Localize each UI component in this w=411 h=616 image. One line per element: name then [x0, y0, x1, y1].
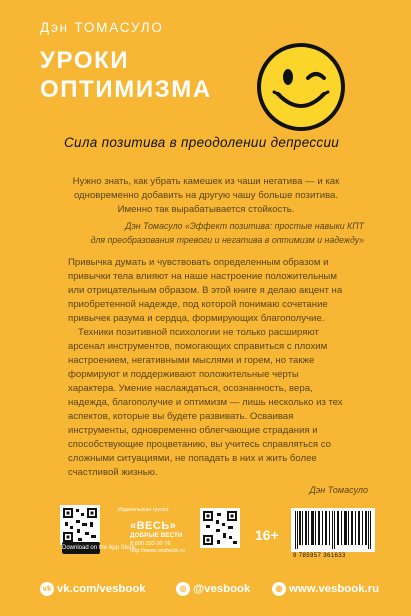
body-line: Техники позитивной психологии не только расширяют: [78, 327, 319, 338]
app-store-badge[interactable]: Download on the App Store: [62, 542, 100, 554]
instagram-link-label: @vesbook: [193, 583, 251, 595]
epigraph-source: Дэн Томасуло «Эффект позитива: простые навыки КПТ: [125, 221, 364, 231]
site-link[interactable]: [272, 582, 379, 596]
vk-icon: vk: [40, 582, 54, 596]
body-line: формируют и поддерживают положительные черты: [68, 369, 299, 380]
qr-code-app: [60, 505, 100, 545]
publisher-site-small: http://www.vesbook.ru: [130, 548, 185, 554]
barcode-digits: 9 785957 361633: [293, 553, 346, 559]
globe-icon: ◍: [272, 582, 286, 596]
epigraph-line: Именно так вырабатывается стойкость.: [117, 204, 295, 215]
body-line: сложными ситуациями, не попадать в них и жить более: [68, 453, 317, 464]
body-line: приобретенной надежде, под которой понимаю сочетание: [68, 299, 328, 310]
book-title: [40, 46, 212, 104]
epigraph-source: для преобразования тревоги и негатива в оптимизм и надежду»: [90, 235, 364, 245]
publisher-logo: [130, 520, 176, 532]
winking-smiley-icon: [256, 42, 346, 132]
book-subtitle: Сила позитива в преодолении депрессии: [64, 135, 340, 150]
body-line: характера. Умение наслаждаться, осознанность, вера,: [68, 383, 313, 394]
author-name: Дэн ТОМАСУЛО: [40, 20, 164, 35]
body-line: инструменты, одновременно облегчающие страдания и: [68, 425, 318, 436]
vk-link-label: vk.com/vesbook: [57, 583, 146, 595]
body-line: привычек разума и сердца, формирующих благополучие.: [68, 313, 325, 324]
signature: Дэн Томасуло: [309, 485, 368, 495]
epigraph-line: Нужно знать, как убрать камешек из чаши негатива — и как: [72, 176, 340, 187]
body-line: способствующие процветанию, вы учитесь справляться со: [68, 439, 331, 450]
body-line: аспектов, которые вы будете развивать. Осваивая: [68, 411, 294, 422]
publisher-name-2: ДОБРЫЕ ВЕСТИ: [130, 532, 183, 539]
body-line: настроением, негативными мыслями и горем, но также: [68, 355, 315, 366]
vk-link[interactable]: [40, 582, 146, 596]
instagram-link[interactable]: [176, 582, 250, 596]
qr-code-site: [200, 508, 240, 548]
body-line: или отрицательным образом. В этой книге я делаю акцент на: [68, 285, 343, 296]
body-line: привычки тела влияют на наше настроение положительным: [68, 271, 337, 282]
instagram-icon: ◎: [176, 582, 190, 596]
body-line: надежда, благополучие и оптимизм — лишь несколько из тех: [68, 397, 343, 408]
footer-links: [40, 582, 380, 600]
body-line: Привычка думать и чувствовать определенным образом и: [68, 257, 329, 268]
publisher-name: «ВЕСЬ»: [130, 520, 177, 532]
epigraph-line: одновременно добавить на другую чашу больше позитива.: [73, 190, 339, 201]
publisher-small-label: Издательская группа: [118, 507, 169, 513]
body-line: счастливой жизнью.: [68, 467, 158, 478]
publisher-phone: 8 800 333 00 76: [130, 541, 171, 547]
title-line-1: УРОКИ: [40, 47, 130, 74]
title-line-2: ОПТИМИЗМА: [40, 76, 212, 103]
body-line: арсенал инструментов, помогающих справиться с плохим: [68, 341, 328, 352]
barcode: [291, 508, 375, 552]
site-link-label: www.vesbook.ru: [289, 583, 380, 595]
age-rating: 16+: [255, 527, 279, 543]
publisher-caption: [118, 507, 192, 514]
